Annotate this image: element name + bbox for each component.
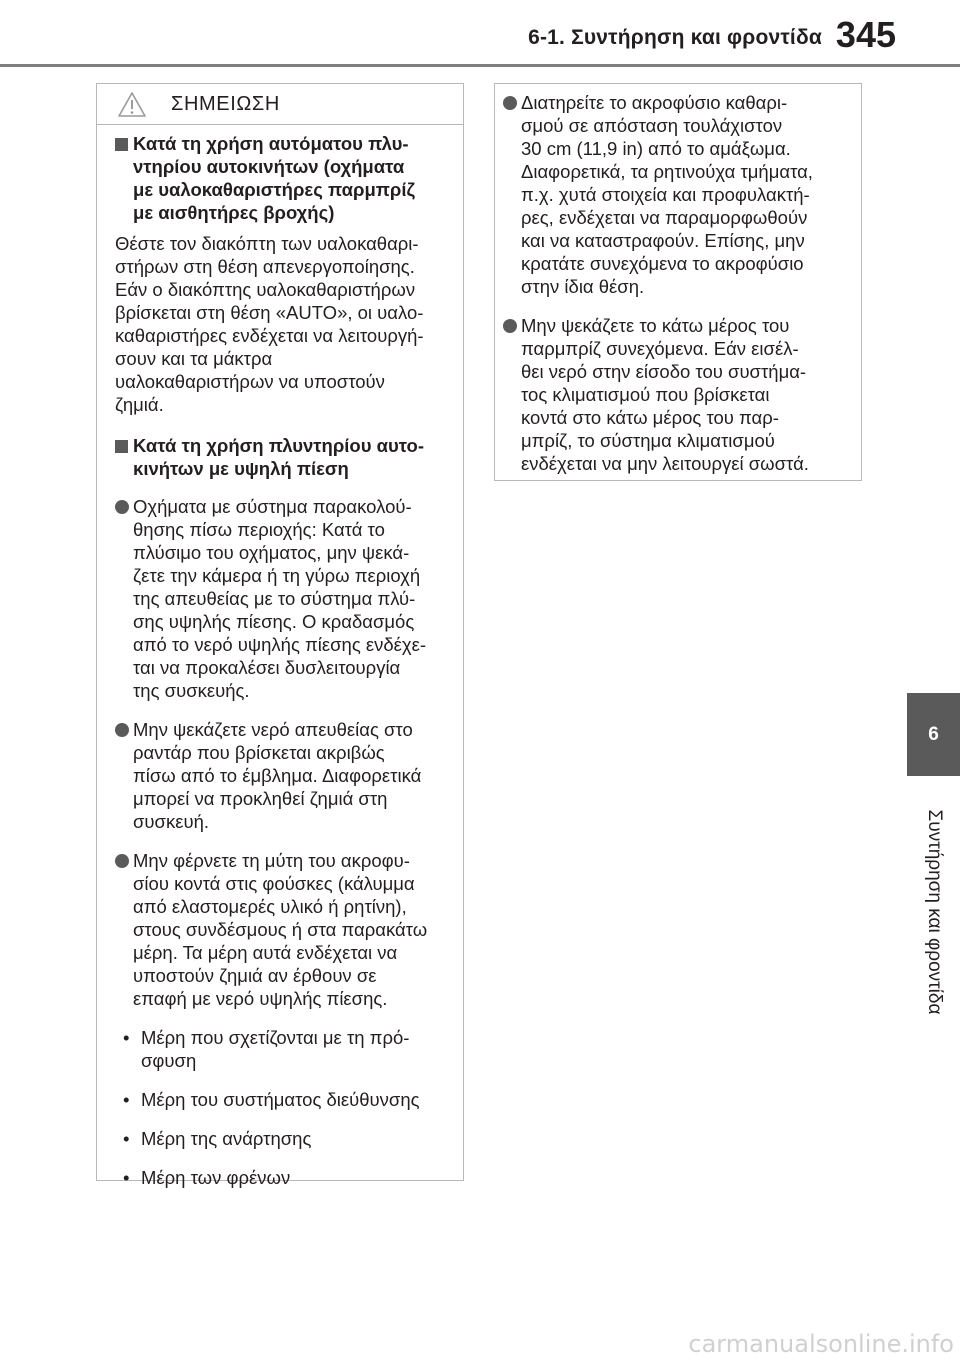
paragraph-wiper-switch: Θέστε τον διακόπτη των υαλοκαθαρι- στήρων στη θέση απενεργοποίησης. Εάν ο διακόπτης υαλοκαθαριστήρων βρίσκεται στη θέση «AUTO», οι υαλο- καθαριστήρες ενδέχεται να λειτουργή- σουν και τα μάκτρα υαλοκαθαριστήρων να υποστούν ζημιά.	[115, 233, 424, 415]
section-heading-pressure-wash	[115, 434, 449, 480]
circle-bullet-icon	[115, 854, 129, 868]
watermark-text: carmanualsonline.info	[688, 1330, 954, 1358]
list-item	[503, 91, 847, 298]
parts-list-item	[115, 1127, 449, 1150]
note-content-left	[97, 125, 463, 1189]
list-item-text: Διατηρείτε το ακροφύσιο καθαρι- σμού σε απόσταση τουλάχιστον 30 cm (11,9 in) από το αμάξωμα. Διαφορετικά, τα ρητινούχα τμήματα, π.χ. χυτά στοιχεία και προφυλακτή- ρες, ενδέχεται να παραμορφωθούν και να καταστραφούν. Επίσης, μην κρατάτε συνεχόμενα το ακροφύσιο στην ίδια θέση.	[521, 92, 813, 297]
heading-text: Κατά τη χρήση πλυντηρίου αυτο- κινήτων με υψηλή πίεση	[133, 435, 424, 479]
chapter-number: 6	[928, 723, 939, 745]
section-heading-auto-wash	[115, 132, 449, 224]
dot-bullet-icon: •	[123, 1128, 130, 1149]
warning-triangle-icon	[117, 91, 147, 118]
circle-bullet-icon	[115, 723, 129, 737]
note-box-left	[96, 83, 464, 1188]
note-box-right	[494, 83, 862, 481]
parts-list-text: Μέρη του συστήματος διεύθυνσης	[141, 1089, 420, 1110]
list-item	[115, 495, 449, 702]
circle-bullet-icon	[503, 319, 517, 333]
parts-list-item	[115, 1026, 449, 1072]
parts-list-text: Μέρη των φρένων	[141, 1167, 291, 1188]
square-bullet-icon	[115, 440, 128, 453]
header-divider	[0, 64, 960, 67]
note-title: ΣΗΜΕΙΩΣΗ	[171, 93, 280, 115]
list-item	[503, 314, 847, 475]
list-item-text: Μην ψεκάζετε το κάτω μέρος του παρμπρίζ συνεχόμενα. Εάν εισέλ- θει νερό στην είσοδο του συστήμα- τος κλιματισμού που βρίσκεται κοντά στο κάτω μέρος του παρ- μπρίζ, το σύστημα κλιματισμού ενδέχεται να μην λειτουργεί σωστά.	[521, 315, 809, 474]
page-number: 345	[835, 14, 896, 55]
circle-bullet-icon	[115, 500, 129, 514]
parts-list-text: Μέρη που σχετίζονται με τη πρό- σφυση	[141, 1027, 410, 1071]
parts-list-item	[115, 1166, 449, 1189]
list-item-text: Μην ψεκάζετε νερό απευθείας στο ραντάρ που βρίσκεται ακριβώς πίσω από το έμβλημα. Διαφορετικά μπορεί να προκληθεί ζημιά στη συσκευή.	[133, 719, 422, 832]
section-title: 6-1. Συντήρηση και φροντίδα	[528, 26, 822, 49]
list-item	[115, 849, 449, 1010]
note-header	[97, 84, 463, 125]
dot-bullet-icon: •	[123, 1089, 130, 1110]
list-item	[115, 718, 449, 833]
chapter-tab	[907, 693, 960, 776]
note-content-right	[495, 84, 861, 475]
circle-bullet-icon	[503, 96, 517, 110]
dot-bullet-icon: •	[123, 1167, 130, 1188]
chapter-title: Συντήρηση και φροντίδα	[923, 809, 945, 1015]
square-bullet-icon	[115, 138, 128, 151]
dot-bullet-icon: •	[123, 1027, 130, 1048]
chapter-side-title	[907, 782, 960, 1042]
list-item-text: Οχήματα με σύστημα παρακολού- θησης πίσω περιοχής: Κατά το πλύσιμο του οχήματος, μην ψεκά- ζετε την κάμερα ή τη γύρω περιοχή της απευθείας με το σύστημα πλύ- σης υψηλής πίεσης. Ο κραδασμός από το νερό υψηλής πίεσης ενδέχε- ται να προκαλέσει δυσλειτουργία της συσκευής.	[133, 496, 427, 701]
parts-list-text: Μέρη της ανάρτησης	[141, 1128, 312, 1149]
parts-list-item	[115, 1088, 449, 1111]
list-item-text: Μην φέρνετε τη μύτη του ακροφυ- σίου κοντά στις φούσκες (κάλυμμα από ελαστομερές υλικό ή ρητίνη), στους συνδέσμους ή στα παρακάτω μέρη. Τα μέρη αυτά ενδέχεται να υποστούν ζημιά αν έρθουν σε επαφή με νερό υψηλής πίεσης.	[133, 850, 428, 1009]
page-header	[0, 0, 960, 70]
heading-text: Κατά τη χρήση αυτόματου πλυ- ντηρίου αυτοκινήτων (οχήματα με υαλοκαθαριστήρες παρμπρίζ με αισθητήρες βροχής)	[133, 133, 416, 223]
